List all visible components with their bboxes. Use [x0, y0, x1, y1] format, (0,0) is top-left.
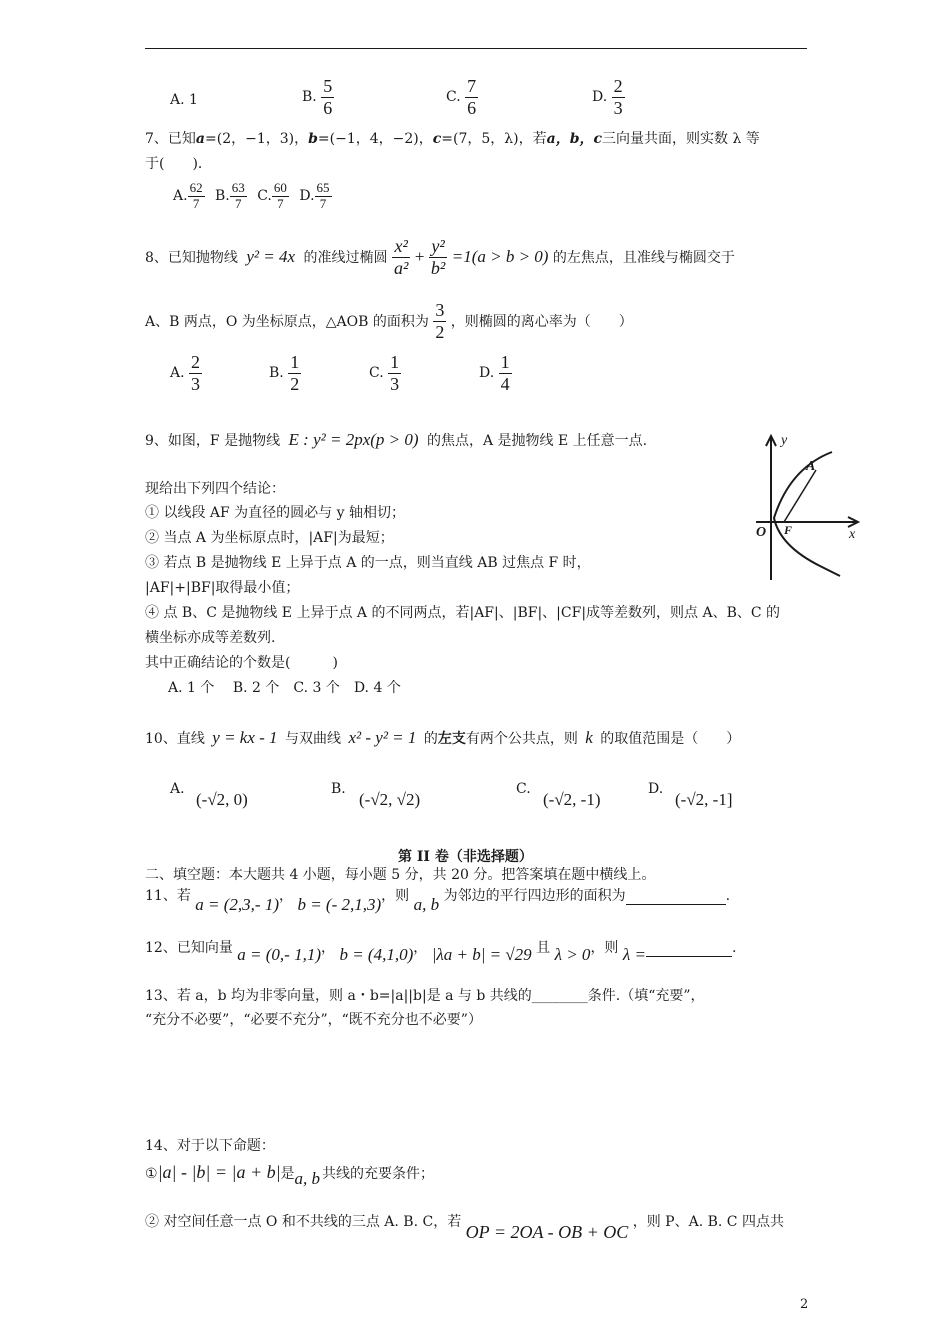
part2-title: 第 II 卷（非选择题）: [398, 849, 533, 865]
fraction-numerator: 65: [316, 180, 330, 195]
page-number: 2: [800, 1297, 809, 1312]
q8-plus: +: [414, 247, 425, 267]
q10-option-c-label: C.: [516, 781, 531, 797]
fig-label-o: O: [756, 525, 767, 540]
q7-option-c-label: C.: [257, 188, 272, 205]
q11-line: [145, 885, 731, 914]
q10-text-4: 有两个公共点，则: [465, 731, 578, 747]
q14-item-1: [145, 1162, 435, 1188]
fig-label-x: x: [849, 527, 856, 542]
fraction-denominator: 7: [319, 195, 327, 211]
fraction-denominator: 4: [500, 373, 510, 394]
q9-statement-4-cont: 横坐标亦成等差数列.: [145, 630, 276, 646]
q11-sep-1: ，: [279, 888, 293, 904]
q6-option-d-fraction: [612, 76, 625, 118]
q12-sep-2: ，: [413, 940, 428, 956]
q6-option-b-fraction: [321, 76, 334, 118]
q7-vector-a-value: =(2，−1，3)，: [205, 131, 309, 147]
q11-text-1: 11、若: [145, 888, 191, 904]
segment-af: [784, 470, 816, 522]
q10-option-b-value: (-√2, √2): [359, 790, 421, 809]
q10-option-d-value: (-√2, -1]: [675, 790, 733, 809]
q6-option-d-label: D.: [592, 89, 608, 106]
fraction-denominator: 6: [467, 97, 477, 118]
q6-option-b-label: B.: [302, 89, 317, 106]
q12-vector-b: b = (4,1,0): [339, 945, 414, 964]
q12-norm-condition: |λa + b| = √29: [431, 945, 532, 964]
fraction-numerator: 3: [435, 300, 445, 320]
q8-option-d-label: D.: [479, 365, 495, 382]
q7-vector-b-value: =(−1，4，−2)，: [317, 131, 433, 147]
q8-option-d: [479, 352, 512, 394]
q14-item-2-text-1: ② 对空间任意一点 O 和不共线的三点 A. B. C，若: [145, 1214, 462, 1230]
q8-option-b: [269, 352, 301, 394]
fig-label-a: A: [806, 459, 816, 474]
q8-ellipse-rest: =1(a > b > 0): [451, 247, 549, 267]
q8-text-4: A、B 两点，O 为坐标原点，△AOB 的面积为: [145, 314, 429, 331]
q7-option-c: [257, 180, 293, 211]
q10-text-3: 的: [423, 731, 438, 747]
fraction-denominator: 3: [613, 97, 623, 118]
q7-option-d: [299, 180, 331, 211]
q14-item-1-vectors: a, b: [294, 1169, 321, 1188]
q9-statement-1: ① 以线段 AF 为直径的圆必与 y 轴相切；: [145, 505, 405, 521]
q8-text-2: 的准线过椭圆: [303, 250, 388, 267]
fig-label-y: y: [781, 433, 788, 448]
q11-text-2: 为邻边的平行四边形的面积为: [443, 888, 626, 904]
q9-text-1: 9、如图，F 是抛物线: [145, 433, 281, 449]
q10-left-branch: 左支: [437, 731, 466, 747]
fraction-numerator: 62: [189, 180, 203, 195]
q6-option-c-label: C.: [446, 89, 461, 106]
part2-intro: 二、填空题：本大题共 4 小题，每小题 5 分，共 20 分。把答案填在题中横线上。: [145, 867, 656, 883]
q14-item-1-marker: ①: [145, 1166, 158, 1182]
q6-option-d: [592, 76, 625, 118]
q10-option-b-label: B.: [331, 781, 346, 797]
q7-option-a: [173, 180, 209, 211]
q7-prefix: 7、已知: [145, 131, 196, 147]
fraction-denominator: b²: [430, 257, 446, 278]
fraction-denominator: 7: [277, 195, 284, 211]
fraction-denominator: 7: [235, 195, 242, 211]
q9-text-2: 的焦点，A 是抛物线 E 上任意一点.: [426, 433, 648, 449]
q12-sep-1: ，: [321, 940, 335, 956]
q14-item-2-text-2: ，则 P、A. B. C 四点共: [632, 1214, 784, 1230]
q12-end: .: [731, 940, 737, 956]
q14-item-2-equation: OP = 2OA - OB + OC: [465, 1222, 629, 1242]
q8-text-3: 的左焦点，且准线与椭圆交于: [552, 250, 735, 267]
q8-parabola-equation: y² = 4x: [246, 247, 296, 267]
q10-option-a-label: A.: [170, 781, 185, 797]
q11-sep-2: ，则: [381, 888, 410, 904]
q14-item-1-equation: |a| - |b| = |a + b|: [157, 1162, 281, 1182]
q8-ellipse-x-term: [392, 236, 410, 278]
q10-option-a-value: (-√2, 0): [196, 790, 248, 809]
q11-end: .: [725, 888, 731, 904]
fraction-numerator: 1: [290, 352, 300, 372]
q10-hyperbola-equation: x² - y² = 1: [348, 728, 417, 747]
q9-statement-4: ④ 点 B、C 是抛物线 E 上异于点 A 的不同两点，若|AF|、|BF|、|CF|成等差数列，则点 A、B、C 的: [145, 605, 781, 621]
fraction-denominator: 2: [290, 373, 300, 394]
q8-option-a: [170, 352, 202, 394]
q14-item-1-text-1: 是: [280, 1166, 295, 1182]
q7-vectors-abc: a，b，c: [546, 131, 603, 147]
q10-option-c-value: (-√2, -1): [543, 790, 601, 809]
fraction-numerator: 7: [467, 76, 477, 96]
q7-vector-c-value: =(7，5，λ)，若: [441, 131, 547, 147]
q6-option-c-fraction: [465, 76, 478, 118]
fraction-numerator: 2: [613, 76, 623, 96]
q7-options: [173, 181, 332, 212]
q8-option-a-label: A.: [170, 365, 185, 382]
q7-vector-a: a: [195, 131, 205, 147]
q8-option-c-label: C.: [369, 365, 384, 382]
q10-k: k: [585, 728, 593, 747]
q9-statement-intro: 现给出下列四个结论：: [145, 481, 285, 497]
q9-parabola-figure: [750, 430, 865, 586]
q8-text-5: ，则椭圆的离心率为（ ）: [450, 314, 633, 331]
q9-statement-2: ② 当点 A 为坐标原点时，|AF|为最短；: [145, 530, 394, 546]
q12-text-1: 12、已知向量: [145, 940, 233, 956]
q6-option-a: A. 1: [170, 92, 198, 108]
q13-line1: 13、若 a，b 均为非零向量，则 a・b=|a||b|是 a 与 b 共线的________条件.（填“充要”，: [145, 988, 705, 1004]
q12-line: [145, 937, 737, 964]
q10-line-equation: y = kx - 1: [212, 728, 278, 747]
fraction-numerator: 1: [390, 352, 400, 372]
q14-intro: 14、对于以下命题：: [145, 1138, 275, 1154]
q8-option-b-label: B.: [269, 365, 284, 382]
fraction-numerator: 60: [273, 180, 287, 195]
q10-text-5: 的取值范围是（ ）: [600, 731, 741, 747]
q7-line2: 于( )．: [145, 156, 212, 172]
fraction-numerator: y²: [431, 236, 445, 256]
q7-option-b-label: B.: [215, 188, 230, 205]
q12-answer-blank[interactable]: [646, 940, 732, 957]
fraction-numerator: x²: [394, 236, 408, 256]
q7-vector-b: b: [308, 131, 318, 147]
fraction-numerator: 1: [500, 352, 510, 372]
q12-text-2: 且: [536, 940, 551, 956]
q10-text-2: 与双曲线: [285, 731, 342, 747]
q12-vector-a: a = (0,- 1,1): [237, 945, 321, 964]
q10-line1: [145, 728, 740, 748]
fig-label-f: F: [784, 523, 793, 537]
q7-option-b: [215, 180, 251, 211]
fraction-denominator: 6: [323, 97, 333, 118]
q14-item-1-text-2: 共线的充要条件；: [322, 1166, 435, 1182]
q9-options: A. 1 个 B. 2 个 C. 3 个 D. 4 个: [168, 680, 401, 696]
q7-suffix: 三向量共面，则实数 λ 等: [602, 131, 760, 147]
fraction-denominator: 3: [191, 373, 201, 394]
fraction-denominator: 7: [192, 195, 200, 211]
q11-vector-a: a = (2,3,- 1): [195, 895, 279, 914]
q8-line2: [145, 300, 633, 342]
fraction-denominator: a²: [393, 257, 409, 278]
q7-line1: [145, 128, 760, 148]
q7-option-a-label: A.: [173, 188, 188, 205]
q12-text-3: ，则: [590, 940, 619, 956]
q6-option-c: [446, 76, 478, 118]
header-rule: [145, 48, 807, 49]
q11-vector-b: b = (- 2,1,3): [297, 895, 382, 914]
q7-vector-c: c: [432, 131, 442, 147]
q11-answer-blank[interactable]: [626, 888, 726, 905]
q8-ellipse-y-term: [429, 236, 447, 278]
q13-line2: “充分不必要”，“必要不充分”，“既不充分也不必要”）: [145, 1012, 482, 1028]
q8-area-fraction: [433, 300, 446, 342]
q9-line1: [145, 430, 647, 450]
q8-text-1: 8、已知抛物线: [145, 250, 238, 267]
q9-statement-3: ③ 若点 B 是抛物线 E 上异于点 A 的一点，则当直线 AB 过焦点 F 时，: [145, 555, 591, 571]
fraction-denominator: 3: [390, 373, 400, 394]
q10-option-d-label: D.: [648, 781, 664, 797]
fraction-denominator: 2: [435, 321, 445, 342]
q14-item-2: [145, 1210, 784, 1242]
fraction-numerator: 5: [323, 76, 333, 96]
q11-vectors-ab: a, b: [413, 895, 440, 914]
q9-question: 其中正确结论的个数是( ): [145, 655, 338, 671]
q12-lambda-positive: λ > 0: [554, 945, 591, 964]
q8-option-c: [369, 352, 401, 394]
fraction-numerator: 63: [231, 180, 245, 195]
q9-statement-3-cont: |AF|+|BF|取得最小值；: [145, 580, 300, 596]
fraction-numerator: 2: [191, 352, 201, 372]
q7-option-d-label: D.: [299, 188, 315, 205]
q9-parabola-equation: E : y² = 2px(p > 0): [288, 430, 419, 449]
q6-option-b: [302, 76, 334, 118]
q8-line1: [145, 236, 735, 278]
q12-lambda-equals: λ =: [622, 945, 646, 964]
q10-text-1: 10、直线: [145, 731, 205, 747]
